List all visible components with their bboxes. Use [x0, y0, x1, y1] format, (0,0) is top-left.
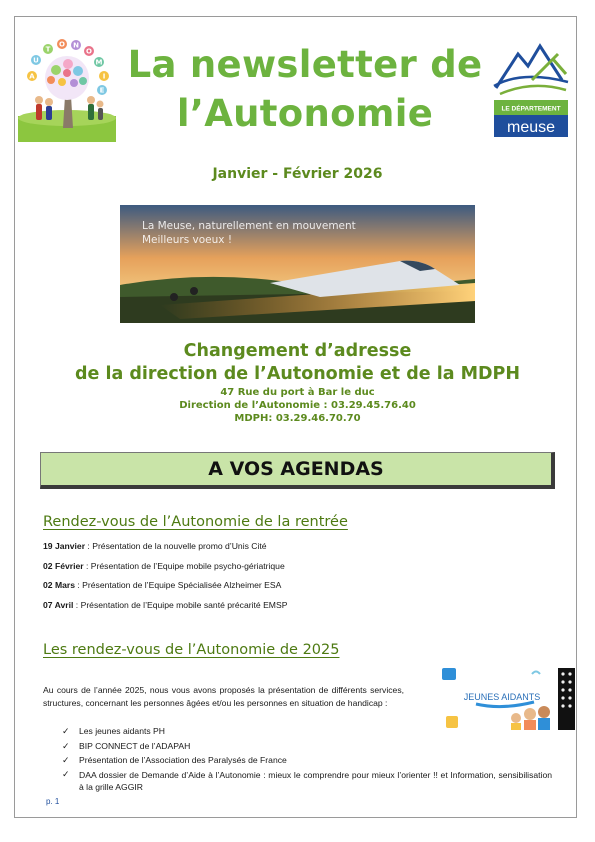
jeunes-aidants-label: JEUNES AIDANTS: [463, 692, 541, 702]
address-heading-line-1: Changement d’adresse: [183, 341, 412, 361]
title-line-2: l’Autonomie: [176, 92, 434, 135]
event-item: [43, 600, 287, 610]
event-text: : Présentation de l’Equipe Spécialisée Alzheimer ESA: [75, 580, 282, 590]
tree-letter: A: [29, 72, 35, 81]
meuse-department-logo: [492, 40, 572, 140]
agenda-banner: A VOS AGENDAS: [40, 452, 555, 489]
page-number: p. 1: [46, 797, 60, 806]
tree-letter: O: [59, 40, 65, 49]
section-title-2025: Les rendez-vous de l’Autonomie de 2025: [43, 642, 340, 658]
event-item: [43, 561, 285, 571]
tree-letter: I: [102, 72, 106, 81]
event-text: : Présentation de l’Equipe mobile psycho-gériatrique: [83, 561, 285, 571]
list-item: [62, 768, 552, 794]
event-date: 02 Mars: [43, 580, 76, 590]
meuse-logo-name: meuse: [506, 119, 556, 136]
address-change-block: [0, 340, 595, 425]
tree-letter: E: [99, 86, 105, 95]
issue-date: Janvier - Février 2026: [212, 166, 383, 182]
greetings-banner-image: [120, 205, 475, 323]
event-text: : Présentation de l’Equipe mobile santé précarité EMSP: [73, 600, 288, 610]
list-item-text: Les jeunes aidants PH: [79, 726, 165, 736]
tree-letter: N: [73, 41, 79, 50]
event-date: 02 Février: [43, 561, 84, 571]
event-text: : Présentation de la nouvelle promo d’Unis Cité: [85, 541, 267, 551]
checkmark-icon: ✓: [62, 768, 70, 779]
mdph-phone: MDPH: 03.29.46.70.70: [234, 413, 361, 424]
list-item: [62, 739, 552, 754]
checkmark-icon: ✓: [62, 740, 70, 751]
banner-text-line-2: Meilleurs voeux !: [142, 234, 233, 246]
event-date: 07 Avril: [43, 600, 74, 610]
tree-letter: O: [86, 47, 92, 56]
presentations-list: [62, 724, 552, 794]
intro-paragraph: Au cours de l’année 2025, nous vous avons proposés la présentation de différents services, structures, concernant les personnes âgées et/ou les personnes en situation de handicap :: [43, 685, 404, 708]
tree-letter: U: [33, 56, 39, 65]
newsletter-title: [120, 40, 490, 138]
event-date: 19 Janvier: [43, 541, 86, 551]
event-item: [43, 541, 267, 551]
banner-text-line-1: La Meuse, naturellement en mouvement: [142, 220, 356, 232]
tree-letter: T: [45, 45, 51, 54]
list-item: [62, 753, 552, 768]
list-item-text: BIP CONNECT de l’ADAPAH: [79, 740, 191, 751]
section-title-rentree: Rendez-vous de l’Autonomie de la rentrée: [43, 514, 348, 530]
tree-letter: M: [95, 58, 103, 67]
autonomie-tree-logo: [18, 38, 116, 142]
address-street: 47 Rue du port à Bar le duc: [220, 387, 375, 398]
direction-phone: Direction de l’Autonomie : 03.29.45.76.40: [179, 400, 416, 411]
title-line-1: La newsletter de: [127, 43, 483, 86]
list-item-text: DAA dossier de Demande d’Aide à l’Autonomie : mieux le comprendre pour mieux l’orienter !! et Information, sensibilisation à la grille AGGIR: [79, 769, 552, 792]
checkmark-icon: ✓: [62, 755, 70, 765]
event-item: [43, 580, 281, 590]
checkmark-icon: ✓: [62, 726, 70, 736]
list-item-text: Présentation de l’Association des Paralysés de France: [79, 755, 287, 765]
address-heading-line-2: de la direction de l’Autonomie et de la MDPH: [74, 364, 521, 384]
meuse-logo-top-label: LE DÉPARTEMENT: [501, 105, 561, 113]
jeunes-aidants-illustration: [442, 668, 575, 730]
